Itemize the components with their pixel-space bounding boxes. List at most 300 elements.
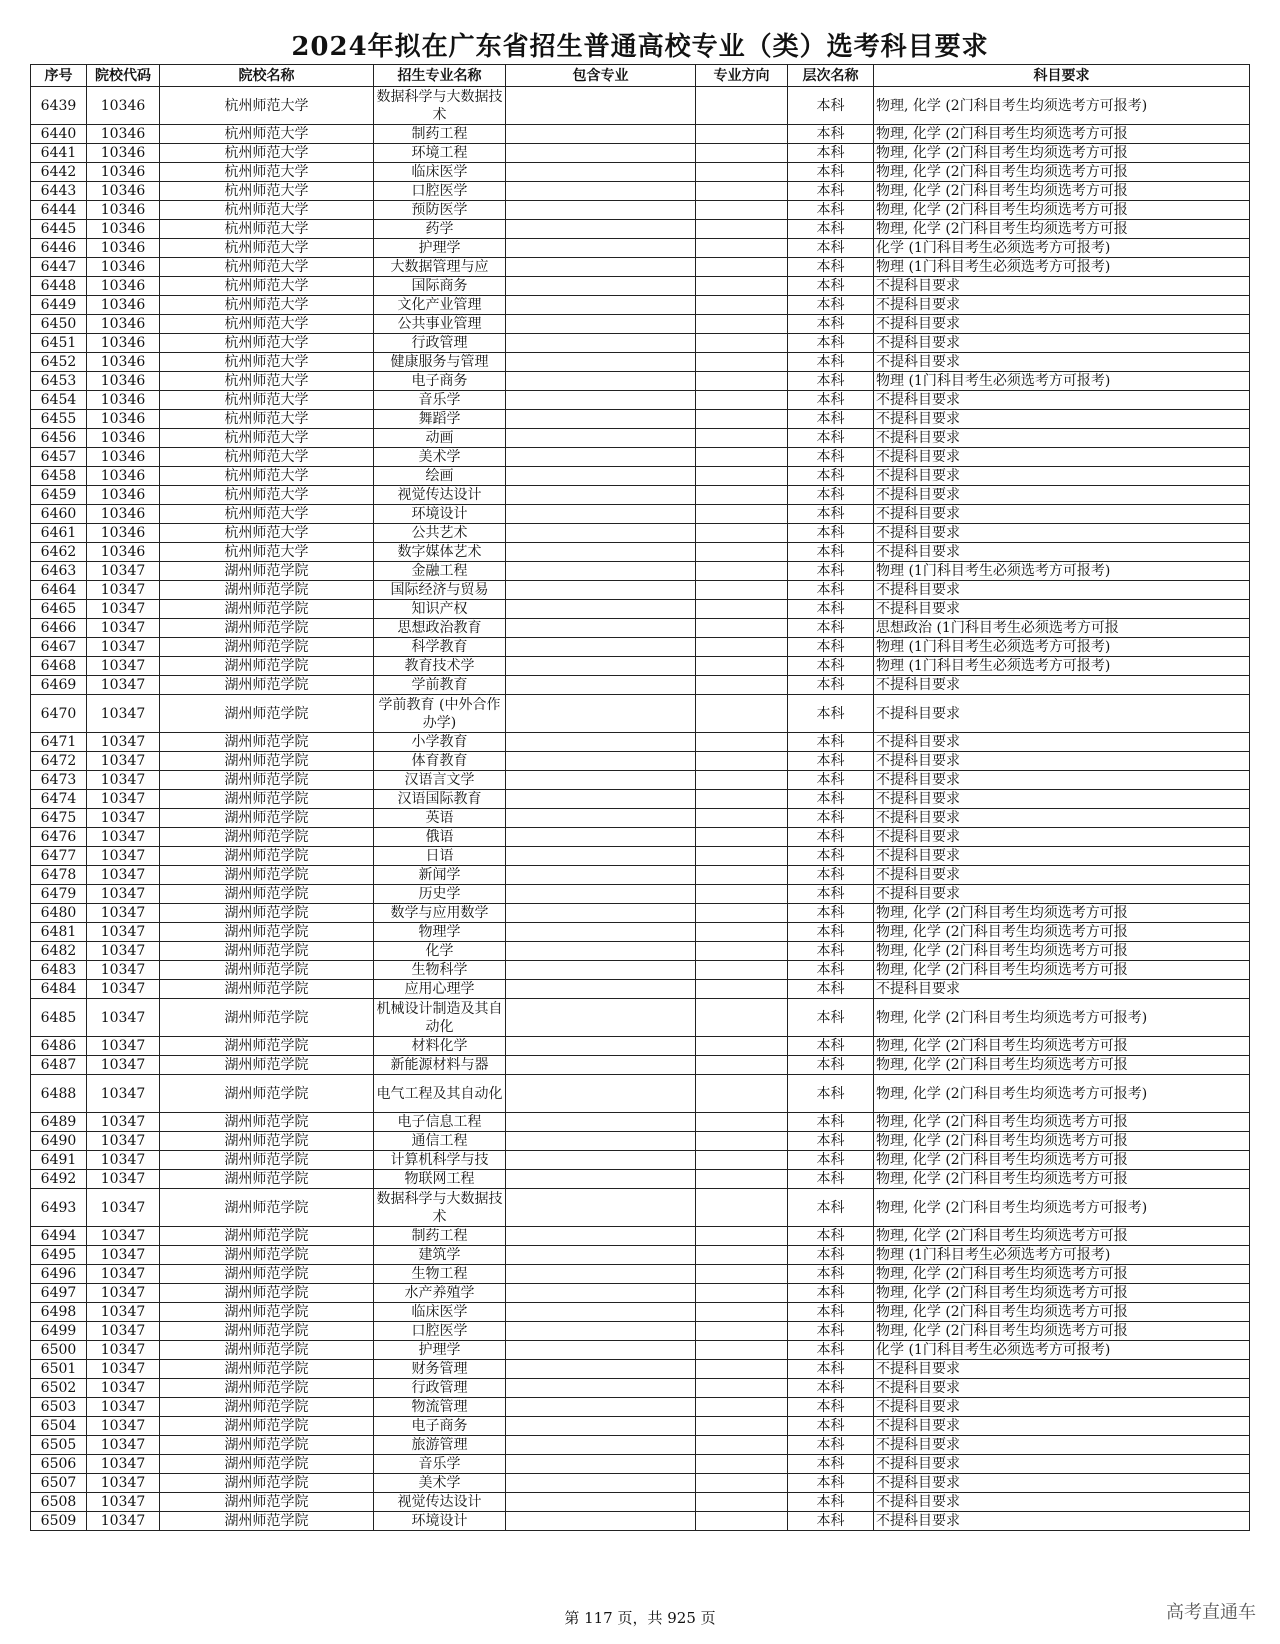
cell-level: 本科: [788, 847, 874, 866]
cell-level: 本科: [788, 505, 874, 524]
cell-school-name: 杭州师范大学: [160, 391, 374, 410]
cell-major-direction: [696, 1455, 788, 1474]
cell-major-name: 数字媒体艺术: [374, 543, 506, 562]
cell-seq: 6473: [31, 771, 87, 790]
cell-school-code: 10346: [87, 524, 160, 543]
cell-major-name: 环境设计: [374, 505, 506, 524]
cell-subject-requirement: 不提科目要求: [874, 1493, 1250, 1512]
cell-school-code: 10346: [87, 239, 160, 258]
table-row: [31, 562, 1250, 581]
cell-major-name: 护理学: [374, 1341, 506, 1360]
cell-school-name: 杭州师范大学: [160, 486, 374, 505]
cell-seq: 6447: [31, 258, 87, 277]
cell-school-name: 湖州师范学院: [160, 1227, 374, 1246]
cell-level: 本科: [788, 543, 874, 562]
cell-seq: 6467: [31, 638, 87, 657]
cell-school-name: 湖州师范学院: [160, 1265, 374, 1284]
cell-school-code: 10347: [87, 562, 160, 581]
cell-subject-requirement: 物理 (1门科目考生必须选考方可报考): [874, 638, 1250, 657]
cell-seq: 6455: [31, 410, 87, 429]
cell-major-direction: [696, 1056, 788, 1075]
cell-school-name: 湖州师范学院: [160, 828, 374, 847]
cell-school-name: 杭州师范大学: [160, 144, 374, 163]
cell-subject-requirement: 不提科目要求: [874, 505, 1250, 524]
cell-included-majors: [506, 581, 696, 600]
cell-seq: 6456: [31, 429, 87, 448]
cell-major-direction: [696, 600, 788, 619]
cell-major-direction: [696, 1474, 788, 1493]
cell-school-name: 湖州师范学院: [160, 885, 374, 904]
cell-included-majors: [506, 752, 696, 771]
cell-subject-requirement: 不提科目要求: [874, 448, 1250, 467]
table-row: [31, 144, 1250, 163]
cell-school-code: 10347: [87, 885, 160, 904]
cell-major-direction: [696, 1113, 788, 1132]
cell-school-code: 10347: [87, 866, 160, 885]
cell-subject-requirement: 不提科目要求: [874, 676, 1250, 695]
cell-major-direction: [696, 277, 788, 296]
cell-school-name: 杭州师范大学: [160, 296, 374, 315]
cell-major-direction: [696, 353, 788, 372]
table-row: [31, 277, 1250, 296]
cell-major-name: 汉语言文学: [374, 771, 506, 790]
table-row: [31, 1113, 1250, 1132]
table-row: [31, 961, 1250, 980]
cell-seq: 6495: [31, 1246, 87, 1265]
cell-major-name: 美术学: [374, 1474, 506, 1493]
cell-major-name: 财务管理: [374, 1360, 506, 1379]
cell-major-direction: [696, 752, 788, 771]
table-row: [31, 923, 1250, 942]
cell-level: 本科: [788, 1303, 874, 1322]
cell-school-code: 10347: [87, 809, 160, 828]
cell-school-name: 湖州师范学院: [160, 1512, 374, 1531]
cell-seq: 6463: [31, 562, 87, 581]
cell-school-code: 10347: [87, 1455, 160, 1474]
cell-seq: 6471: [31, 733, 87, 752]
cell-seq: 6444: [31, 201, 87, 220]
cell-school-name: 湖州师范学院: [160, 999, 374, 1037]
cell-level: 本科: [788, 1436, 874, 1455]
table-row: [31, 467, 1250, 486]
cell-school-name: 湖州师范学院: [160, 581, 374, 600]
cell-included-majors: [506, 144, 696, 163]
cell-school-name: 杭州师范大学: [160, 258, 374, 277]
cell-level: 本科: [788, 467, 874, 486]
table-row: [31, 847, 1250, 866]
cell-seq: 6449: [31, 296, 87, 315]
cell-level: 本科: [788, 771, 874, 790]
table-row: [31, 1417, 1250, 1436]
cell-major-direction: [696, 1398, 788, 1417]
cell-school-name: 湖州师范学院: [160, 1056, 374, 1075]
table-row: [31, 1341, 1250, 1360]
cell-seq: 6503: [31, 1398, 87, 1417]
cell-major-name: 音乐学: [374, 1455, 506, 1474]
cell-school-code: 10347: [87, 1474, 160, 1493]
cell-included-majors: [506, 1436, 696, 1455]
cell-school-code: 10346: [87, 372, 160, 391]
cell-included-majors: [506, 87, 696, 125]
cell-level: 本科: [788, 87, 874, 125]
cell-included-majors: [506, 239, 696, 258]
cell-school-name: 湖州师范学院: [160, 790, 374, 809]
cell-major-name: 公共艺术: [374, 524, 506, 543]
cell-subject-requirement: 不提科目要求: [874, 1417, 1250, 1436]
cell-major-direction: [696, 486, 788, 505]
cell-subject-requirement: 不提科目要求: [874, 1474, 1250, 1493]
cell-school-name: 湖州师范学院: [160, 1417, 374, 1436]
cell-school-name: 杭州师范大学: [160, 543, 374, 562]
cell-major-direction: [696, 1151, 788, 1170]
cell-major-name: 建筑学: [374, 1246, 506, 1265]
cell-level: 本科: [788, 752, 874, 771]
cell-major-name: 物流管理: [374, 1398, 506, 1417]
cell-included-majors: [506, 505, 696, 524]
cell-seq: 6469: [31, 676, 87, 695]
cell-major-name: 物联网工程: [374, 1170, 506, 1189]
cell-major-direction: [696, 182, 788, 201]
cell-included-majors: [506, 1189, 696, 1227]
cell-school-name: 湖州师范学院: [160, 980, 374, 999]
cell-school-code: 10347: [87, 1056, 160, 1075]
cell-school-name: 湖州师范学院: [160, 1474, 374, 1493]
cell-major-direction: [696, 828, 788, 847]
cell-subject-requirement: 物理, 化学 (2门科目考生均须选考方可报: [874, 904, 1250, 923]
cell-school-code: 10347: [87, 581, 160, 600]
cell-seq: 6479: [31, 885, 87, 904]
cell-subject-requirement: 不提科目要求: [874, 353, 1250, 372]
cell-school-code: 10347: [87, 923, 160, 942]
cell-included-majors: [506, 334, 696, 353]
cell-major-direction: [696, 144, 788, 163]
cell-major-direction: [696, 1284, 788, 1303]
cell-level: 本科: [788, 1360, 874, 1379]
cell-school-name: 杭州师范大学: [160, 372, 374, 391]
cell-included-majors: [506, 1417, 696, 1436]
cell-included-majors: [506, 448, 696, 467]
cell-major-direction: [696, 904, 788, 923]
cell-major-name: 电气工程及其自动化: [374, 1075, 506, 1113]
cell-major-direction: [696, 1417, 788, 1436]
cell-included-majors: [506, 733, 696, 752]
cell-subject-requirement: 思想政治 (1门科目考生必须选考方可报: [874, 619, 1250, 638]
cell-seq: 6498: [31, 1303, 87, 1322]
cell-seq: 6499: [31, 1322, 87, 1341]
cell-seq: 6451: [31, 334, 87, 353]
cell-school-name: 湖州师范学院: [160, 695, 374, 733]
cell-major-name: 绘画: [374, 467, 506, 486]
cell-school-name: 杭州师范大学: [160, 334, 374, 353]
cell-school-code: 10346: [87, 277, 160, 296]
cell-school-name: 湖州师范学院: [160, 1341, 374, 1360]
cell-subject-requirement: 物理, 化学 (2门科目考生均须选考方可报: [874, 1303, 1250, 1322]
table-row: [31, 1303, 1250, 1322]
cell-major-direction: [696, 87, 788, 125]
cell-major-direction: [696, 1436, 788, 1455]
cell-school-code: 10347: [87, 1037, 160, 1056]
cell-subject-requirement: 不提科目要求: [874, 733, 1250, 752]
cell-school-name: 杭州师范大学: [160, 87, 374, 125]
table-row: [31, 201, 1250, 220]
cell-major-direction: [696, 1189, 788, 1227]
cell-school-name: 杭州师范大学: [160, 505, 374, 524]
cell-level: 本科: [788, 657, 874, 676]
cell-major-direction: [696, 866, 788, 885]
cell-school-code: 10347: [87, 1303, 160, 1322]
table-row: [31, 1246, 1250, 1265]
cell-level: 本科: [788, 448, 874, 467]
table-row: [31, 790, 1250, 809]
cell-included-majors: [506, 1474, 696, 1493]
table-row: [31, 904, 1250, 923]
cell-seq: 6466: [31, 619, 87, 638]
cell-included-majors: [506, 695, 696, 733]
cell-seq: 6440: [31, 125, 87, 144]
cell-school-name: 杭州师范大学: [160, 410, 374, 429]
cell-school-name: 湖州师范学院: [160, 1246, 374, 1265]
cell-school-code: 10347: [87, 942, 160, 961]
cell-level: 本科: [788, 828, 874, 847]
cell-level: 本科: [788, 1284, 874, 1303]
cell-subject-requirement: 不提科目要求: [874, 296, 1250, 315]
cell-included-majors: [506, 1398, 696, 1417]
cell-major-direction: [696, 942, 788, 961]
cell-school-name: 湖州师范学院: [160, 1037, 374, 1056]
cell-school-name: 湖州师范学院: [160, 1284, 374, 1303]
cell-subject-requirement: 不提科目要求: [874, 885, 1250, 904]
cell-school-name: 杭州师范大学: [160, 524, 374, 543]
cell-level: 本科: [788, 695, 874, 733]
cell-included-majors: [506, 562, 696, 581]
cell-major-direction: [696, 562, 788, 581]
cell-level: 本科: [788, 486, 874, 505]
cell-major-direction: [696, 1360, 788, 1379]
cell-subject-requirement: 不提科目要求: [874, 334, 1250, 353]
cell-level: 本科: [788, 638, 874, 657]
cell-major-name: 学前教育 (中外合作办学): [374, 695, 506, 733]
cell-major-name: 健康服务与管理: [374, 353, 506, 372]
cell-school-name: 湖州师范学院: [160, 638, 374, 657]
cell-major-name: 旅游管理: [374, 1436, 506, 1455]
cell-major-direction: [696, 410, 788, 429]
cell-level: 本科: [788, 600, 874, 619]
cell-school-name: 湖州师范学院: [160, 1398, 374, 1417]
cell-subject-requirement: 物理, 化学 (2门科目考生均须选考方可报: [874, 1227, 1250, 1246]
cell-seq: 6448: [31, 277, 87, 296]
cell-major-direction: [696, 1493, 788, 1512]
cell-subject-requirement: 不提科目要求: [874, 524, 1250, 543]
cell-subject-requirement: 不提科目要求: [874, 600, 1250, 619]
cell-seq: 6482: [31, 942, 87, 961]
cell-subject-requirement: 物理, 化学 (2门科目考生均须选考方可报考): [874, 999, 1250, 1037]
table-row: [31, 1189, 1250, 1227]
cell-seq: 6478: [31, 866, 87, 885]
cell-major-name: 物理学: [374, 923, 506, 942]
cell-major-direction: [696, 676, 788, 695]
cell-major-direction: [696, 1512, 788, 1531]
cell-subject-requirement: 物理, 化学 (2门科目考生均须选考方可报: [874, 125, 1250, 144]
cell-subject-requirement: 不提科目要求: [874, 391, 1250, 410]
cell-major-name: 数学与应用数学: [374, 904, 506, 923]
cell-school-name: 杭州师范大学: [160, 448, 374, 467]
cell-school-name: 湖州师范学院: [160, 847, 374, 866]
cell-major-direction: [696, 524, 788, 543]
cell-major-name: 历史学: [374, 885, 506, 904]
cell-level: 本科: [788, 163, 874, 182]
cell-seq: 6462: [31, 543, 87, 562]
requirements-table: [30, 64, 1250, 1531]
cell-school-code: 10346: [87, 467, 160, 486]
cell-included-majors: [506, 429, 696, 448]
cell-school-name: 湖州师范学院: [160, 562, 374, 581]
cell-school-code: 10347: [87, 638, 160, 657]
cell-major-direction: [696, 733, 788, 752]
cell-major-name: 动画: [374, 429, 506, 448]
cell-included-majors: [506, 391, 696, 410]
cell-subject-requirement: 物理, 化学 (2门科目考生均须选考方可报: [874, 1113, 1250, 1132]
cell-school-code: 10347: [87, 790, 160, 809]
cell-major-name: 日语: [374, 847, 506, 866]
cell-major-direction: [696, 391, 788, 410]
cell-subject-requirement: 物理, 化学 (2门科目考生均须选考方可报: [874, 1037, 1250, 1056]
table-row: [31, 657, 1250, 676]
cell-level: 本科: [788, 277, 874, 296]
cell-school-name: 杭州师范大学: [160, 429, 374, 448]
cell-seq: 6460: [31, 505, 87, 524]
cell-seq: 6481: [31, 923, 87, 942]
cell-subject-requirement: 不提科目要求: [874, 752, 1250, 771]
cell-major-direction: [696, 239, 788, 258]
cell-school-name: 湖州师范学院: [160, 600, 374, 619]
cell-level: 本科: [788, 144, 874, 163]
cell-school-name: 湖州师范学院: [160, 923, 374, 942]
cell-school-name: 湖州师范学院: [160, 1132, 374, 1151]
cell-included-majors: [506, 1303, 696, 1322]
cell-included-majors: [506, 410, 696, 429]
cell-school-code: 10347: [87, 828, 160, 847]
cell-major-name: 舞蹈学: [374, 410, 506, 429]
table-row: [31, 220, 1250, 239]
cell-level: 本科: [788, 201, 874, 220]
table-row: [31, 524, 1250, 543]
cell-school-code: 10347: [87, 1512, 160, 1531]
cell-school-name: 湖州师范学院: [160, 619, 374, 638]
cell-level: 本科: [788, 1037, 874, 1056]
cell-major-name: 生物工程: [374, 1265, 506, 1284]
table-row: [31, 1284, 1250, 1303]
cell-school-code: 10347: [87, 1151, 160, 1170]
cell-major-name: 电子商务: [374, 372, 506, 391]
cell-school-name: 杭州师范大学: [160, 239, 374, 258]
cell-subject-requirement: 化学 (1门科目考生必须选考方可报考): [874, 1341, 1250, 1360]
cell-school-name: 湖州师范学院: [160, 1189, 374, 1227]
cell-included-majors: [506, 790, 696, 809]
cell-subject-requirement: 不提科目要求: [874, 695, 1250, 733]
cell-major-direction: [696, 543, 788, 562]
cell-school-name: 湖州师范学院: [160, 1113, 374, 1132]
cell-subject-requirement: 不提科目要求: [874, 467, 1250, 486]
cell-level: 本科: [788, 1113, 874, 1132]
table-row: [31, 315, 1250, 334]
table-row: [31, 1379, 1250, 1398]
cell-level: 本科: [788, 904, 874, 923]
cell-subject-requirement: 物理 (1门科目考生必须选考方可报考): [874, 562, 1250, 581]
cell-major-direction: [696, 448, 788, 467]
cell-level: 本科: [788, 182, 874, 201]
cell-school-code: 10346: [87, 334, 160, 353]
cell-seq: 6464: [31, 581, 87, 600]
cell-school-code: 10347: [87, 1398, 160, 1417]
cell-seq: 6493: [31, 1189, 87, 1227]
cell-subject-requirement: 物理 (1门科目考生必须选考方可报考): [874, 372, 1250, 391]
cell-school-code: 10347: [87, 1265, 160, 1284]
cell-included-majors: [506, 1360, 696, 1379]
cell-level: 本科: [788, 733, 874, 752]
cell-included-majors: [506, 657, 696, 676]
cell-major-direction: [696, 790, 788, 809]
cell-major-name: 材料化学: [374, 1037, 506, 1056]
cell-included-majors: [506, 201, 696, 220]
cell-level: 本科: [788, 125, 874, 144]
cell-school-code: 10347: [87, 1170, 160, 1189]
cell-included-majors: [506, 1170, 696, 1189]
cell-level: 本科: [788, 353, 874, 372]
table-row: [31, 1493, 1250, 1512]
cell-level: 本科: [788, 1474, 874, 1493]
table-row: [31, 1227, 1250, 1246]
cell-subject-requirement: 物理, 化学 (2门科目考生均须选考方可报考): [874, 1075, 1250, 1113]
cell-included-majors: [506, 163, 696, 182]
table-body: [31, 87, 1250, 1531]
cell-seq: 6477: [31, 847, 87, 866]
cell-subject-requirement: 不提科目要求: [874, 1360, 1250, 1379]
cell-seq: 6454: [31, 391, 87, 410]
cell-subject-requirement: 物理, 化学 (2门科目考生均须选考方可报: [874, 1265, 1250, 1284]
cell-level: 本科: [788, 429, 874, 448]
cell-subject-requirement: 化学 (1门科目考生必须选考方可报考): [874, 239, 1250, 258]
cell-school-code: 10347: [87, 676, 160, 695]
cell-school-name: 湖州师范学院: [160, 1151, 374, 1170]
cell-seq: 6441: [31, 144, 87, 163]
cell-included-majors: [506, 809, 696, 828]
cell-school-code: 10346: [87, 144, 160, 163]
cell-major-direction: [696, 619, 788, 638]
cell-major-name: 电子信息工程: [374, 1113, 506, 1132]
cell-subject-requirement: 不提科目要求: [874, 866, 1250, 885]
cell-school-code: 10347: [87, 1493, 160, 1512]
table-row: [31, 1512, 1250, 1531]
cell-school-name: 湖州师范学院: [160, 771, 374, 790]
cell-school-name: 杭州师范大学: [160, 220, 374, 239]
table-row: [31, 1037, 1250, 1056]
cell-level: 本科: [788, 809, 874, 828]
cell-subject-requirement: 不提科目要求: [874, 1455, 1250, 1474]
cell-seq: 6505: [31, 1436, 87, 1455]
table-row: [31, 486, 1250, 505]
cell-seq: 6488: [31, 1075, 87, 1113]
cell-subject-requirement: 物理, 化学 (2门科目考生均须选考方可报: [874, 163, 1250, 182]
cell-level: 本科: [788, 1379, 874, 1398]
cell-level: 本科: [788, 942, 874, 961]
cell-level: 本科: [788, 220, 874, 239]
cell-school-name: 湖州师范学院: [160, 676, 374, 695]
table-row: [31, 1474, 1250, 1493]
cell-included-majors: [506, 1246, 696, 1265]
table-row: [31, 581, 1250, 600]
cell-included-majors: [506, 220, 696, 239]
cell-included-majors: [506, 885, 696, 904]
